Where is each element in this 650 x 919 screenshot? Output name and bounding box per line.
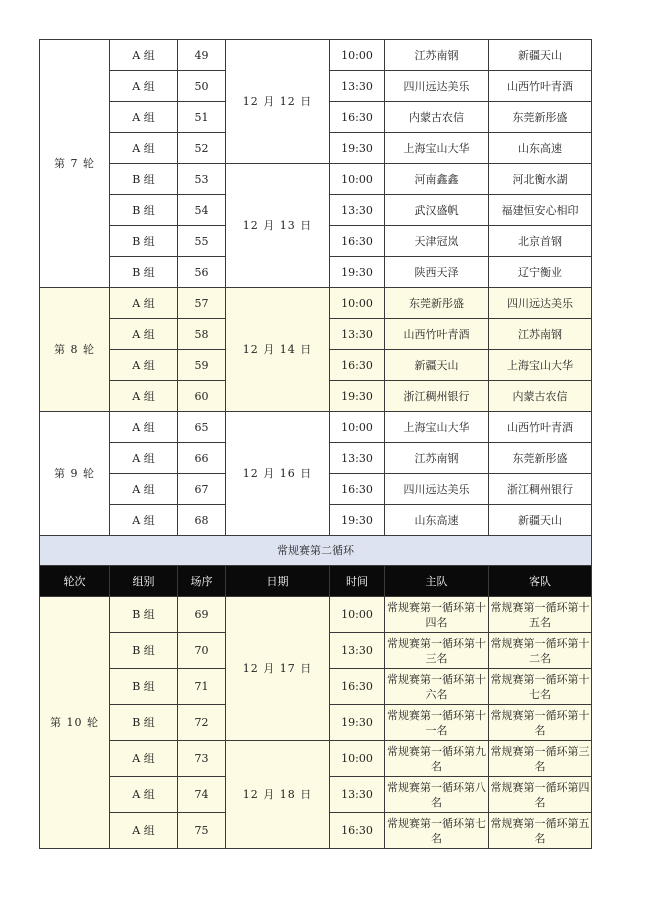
away-team-cell: 北京首钢 bbox=[489, 226, 592, 257]
round-cell: 第 7 轮 bbox=[40, 40, 110, 288]
group-cell: A 组 bbox=[110, 350, 178, 381]
game-no-cell: 69 bbox=[178, 597, 226, 633]
round-cell: 第 8 轮 bbox=[40, 288, 110, 412]
away-team-cell: 内蒙古农信 bbox=[489, 381, 592, 412]
group-cell: B 组 bbox=[110, 597, 178, 633]
time-cell: 13:30 bbox=[330, 443, 385, 474]
game-no-cell: 55 bbox=[178, 226, 226, 257]
group-cell: A 组 bbox=[110, 288, 178, 319]
game-no-cell: 53 bbox=[178, 164, 226, 195]
game-no-cell: 74 bbox=[178, 777, 226, 813]
game-no-cell: 66 bbox=[178, 443, 226, 474]
game-no-cell: 65 bbox=[178, 412, 226, 443]
time-cell: 19:30 bbox=[330, 257, 385, 288]
away-team-cell: 常规赛第一循环第四名 bbox=[489, 777, 592, 813]
table-row bbox=[40, 741, 592, 777]
date-cell: 12 月 16 日 bbox=[226, 412, 330, 536]
game-no-cell: 73 bbox=[178, 741, 226, 777]
home-team-cell: 江苏南钢 bbox=[385, 40, 489, 71]
group-cell: A 组 bbox=[110, 71, 178, 102]
group-cell: B 组 bbox=[110, 226, 178, 257]
time-cell: 10:00 bbox=[330, 164, 385, 195]
home-team-cell: 浙江稠州银行 bbox=[385, 381, 489, 412]
away-team-cell: 新疆天山 bbox=[489, 40, 592, 71]
game-no-cell: 71 bbox=[178, 669, 226, 705]
home-team-cell: 内蒙古农信 bbox=[385, 102, 489, 133]
table-row bbox=[40, 288, 592, 319]
home-team-cell: 东莞新彤盛 bbox=[385, 288, 489, 319]
group-cell: B 组 bbox=[110, 705, 178, 741]
time-cell: 16:30 bbox=[330, 226, 385, 257]
home-team-cell: 常规赛第一循环第七名 bbox=[385, 813, 489, 849]
header-round: 轮次 bbox=[40, 566, 110, 597]
time-cell: 13:30 bbox=[330, 777, 385, 813]
second-cycle-body bbox=[40, 597, 592, 849]
home-team-cell: 四川远达美乐 bbox=[385, 474, 489, 505]
time-cell: 13:30 bbox=[330, 319, 385, 350]
away-team-cell: 浙江稠州银行 bbox=[489, 474, 592, 505]
group-cell: A 组 bbox=[110, 381, 178, 412]
game-no-cell: 56 bbox=[178, 257, 226, 288]
table-row bbox=[40, 412, 592, 443]
game-no-cell: 60 bbox=[178, 381, 226, 412]
away-team-cell: 常规赛第一循环第十名 bbox=[489, 705, 592, 741]
time-cell: 10:00 bbox=[330, 40, 385, 71]
away-team-cell: 常规赛第一循环第十五名 bbox=[489, 597, 592, 633]
time-cell: 16:30 bbox=[330, 669, 385, 705]
away-team-cell: 上海宝山大华 bbox=[489, 350, 592, 381]
header-date: 日期 bbox=[226, 566, 330, 597]
schedule-table bbox=[39, 39, 592, 849]
header-away: 客队 bbox=[489, 566, 592, 597]
first-cycle-body bbox=[40, 40, 592, 536]
away-team-cell: 常规赛第一循环第十七名 bbox=[489, 669, 592, 705]
game-no-cell: 57 bbox=[178, 288, 226, 319]
away-team-cell: 江苏南钢 bbox=[489, 319, 592, 350]
group-cell: A 组 bbox=[110, 412, 178, 443]
date-cell: 12 月 14 日 bbox=[226, 288, 330, 412]
home-team-cell: 常规赛第一循环第八名 bbox=[385, 777, 489, 813]
away-team-cell: 山东高速 bbox=[489, 133, 592, 164]
header-time: 时间 bbox=[330, 566, 385, 597]
group-cell: A 组 bbox=[110, 319, 178, 350]
away-team-cell: 东莞新彤盛 bbox=[489, 102, 592, 133]
time-cell: 19:30 bbox=[330, 705, 385, 741]
group-cell: A 组 bbox=[110, 813, 178, 849]
time-cell: 10:00 bbox=[330, 288, 385, 319]
group-cell: A 组 bbox=[110, 443, 178, 474]
group-cell: A 组 bbox=[110, 777, 178, 813]
game-no-cell: 72 bbox=[178, 705, 226, 741]
away-team-cell: 常规赛第一循环第十二名 bbox=[489, 633, 592, 669]
group-cell: B 组 bbox=[110, 633, 178, 669]
game-no-cell: 51 bbox=[178, 102, 226, 133]
home-team-cell: 常规赛第一循环第十四名 bbox=[385, 597, 489, 633]
home-team-cell: 常规赛第一循环第十六名 bbox=[385, 669, 489, 705]
away-team-cell: 山西竹叶青酒 bbox=[489, 412, 592, 443]
date-cell: 12 月 12 日 bbox=[226, 40, 330, 164]
home-team-cell: 上海宝山大华 bbox=[385, 133, 489, 164]
group-cell: A 组 bbox=[110, 474, 178, 505]
table-row bbox=[40, 164, 592, 195]
home-team-cell: 河南鑫鑫 bbox=[385, 164, 489, 195]
time-cell: 13:30 bbox=[330, 71, 385, 102]
time-cell: 10:00 bbox=[330, 741, 385, 777]
group-cell: B 组 bbox=[110, 257, 178, 288]
away-team-cell: 东莞新彤盛 bbox=[489, 443, 592, 474]
home-team-cell: 陕西天泽 bbox=[385, 257, 489, 288]
time-cell: 19:30 bbox=[330, 505, 385, 536]
header-game-no: 场序 bbox=[178, 566, 226, 597]
time-cell: 16:30 bbox=[330, 102, 385, 133]
game-no-cell: 54 bbox=[178, 195, 226, 226]
away-team-cell: 山西竹叶青酒 bbox=[489, 71, 592, 102]
home-team-cell: 新疆天山 bbox=[385, 350, 489, 381]
time-cell: 13:30 bbox=[330, 633, 385, 669]
home-team-cell: 常规赛第一循环第十三名 bbox=[385, 633, 489, 669]
home-team-cell: 山东高速 bbox=[385, 505, 489, 536]
time-cell: 10:00 bbox=[330, 597, 385, 633]
time-cell: 16:30 bbox=[330, 474, 385, 505]
time-cell: 13:30 bbox=[330, 195, 385, 226]
away-team-cell: 常规赛第一循环第三名 bbox=[489, 741, 592, 777]
table-row bbox=[40, 40, 592, 71]
group-cell: A 组 bbox=[110, 40, 178, 71]
game-no-cell: 75 bbox=[178, 813, 226, 849]
section-row bbox=[40, 536, 592, 566]
group-cell: B 组 bbox=[110, 669, 178, 705]
date-cell: 12 月 18 日 bbox=[226, 741, 330, 849]
game-no-cell: 70 bbox=[178, 633, 226, 669]
away-team-cell: 常规赛第一循环第五名 bbox=[489, 813, 592, 849]
away-team-cell: 新疆天山 bbox=[489, 505, 592, 536]
table-row bbox=[40, 597, 592, 633]
round-cell: 第 9 轮 bbox=[40, 412, 110, 536]
away-team-cell: 河北衡水湖 bbox=[489, 164, 592, 195]
section-title: 常规赛第二循环 bbox=[40, 536, 592, 566]
game-no-cell: 68 bbox=[178, 505, 226, 536]
header-group: 组别 bbox=[110, 566, 178, 597]
second-cycle-section bbox=[40, 536, 592, 597]
round-cell: 第 10 轮 bbox=[40, 597, 110, 849]
group-cell: B 组 bbox=[110, 164, 178, 195]
time-cell: 19:30 bbox=[330, 381, 385, 412]
date-cell: 12 月 17 日 bbox=[226, 597, 330, 741]
time-cell: 16:30 bbox=[330, 813, 385, 849]
date-cell: 12 月 13 日 bbox=[226, 164, 330, 288]
time-cell: 16:30 bbox=[330, 350, 385, 381]
home-team-cell: 山西竹叶青酒 bbox=[385, 319, 489, 350]
home-team-cell: 常规赛第一循环第九名 bbox=[385, 741, 489, 777]
home-team-cell: 上海宝山大华 bbox=[385, 412, 489, 443]
game-no-cell: 52 bbox=[178, 133, 226, 164]
group-cell: B 组 bbox=[110, 195, 178, 226]
away-team-cell: 四川远达美乐 bbox=[489, 288, 592, 319]
group-cell: A 组 bbox=[110, 505, 178, 536]
game-no-cell: 58 bbox=[178, 319, 226, 350]
away-team-cell: 辽宁衡业 bbox=[489, 257, 592, 288]
away-team-cell: 福建恒安心相印 bbox=[489, 195, 592, 226]
time-cell: 19:30 bbox=[330, 133, 385, 164]
home-team-cell: 武汉盛帆 bbox=[385, 195, 489, 226]
group-cell: A 组 bbox=[110, 741, 178, 777]
group-cell: A 组 bbox=[110, 133, 178, 164]
home-team-cell: 常规赛第一循环第十一名 bbox=[385, 705, 489, 741]
game-no-cell: 67 bbox=[178, 474, 226, 505]
game-no-cell: 59 bbox=[178, 350, 226, 381]
home-team-cell: 天津冠岚 bbox=[385, 226, 489, 257]
game-no-cell: 49 bbox=[178, 40, 226, 71]
header-home: 主队 bbox=[385, 566, 489, 597]
header-row bbox=[40, 566, 592, 597]
game-no-cell: 50 bbox=[178, 71, 226, 102]
time-cell: 10:00 bbox=[330, 412, 385, 443]
home-team-cell: 四川远达美乐 bbox=[385, 71, 489, 102]
group-cell: A 组 bbox=[110, 102, 178, 133]
home-team-cell: 江苏南钢 bbox=[385, 443, 489, 474]
